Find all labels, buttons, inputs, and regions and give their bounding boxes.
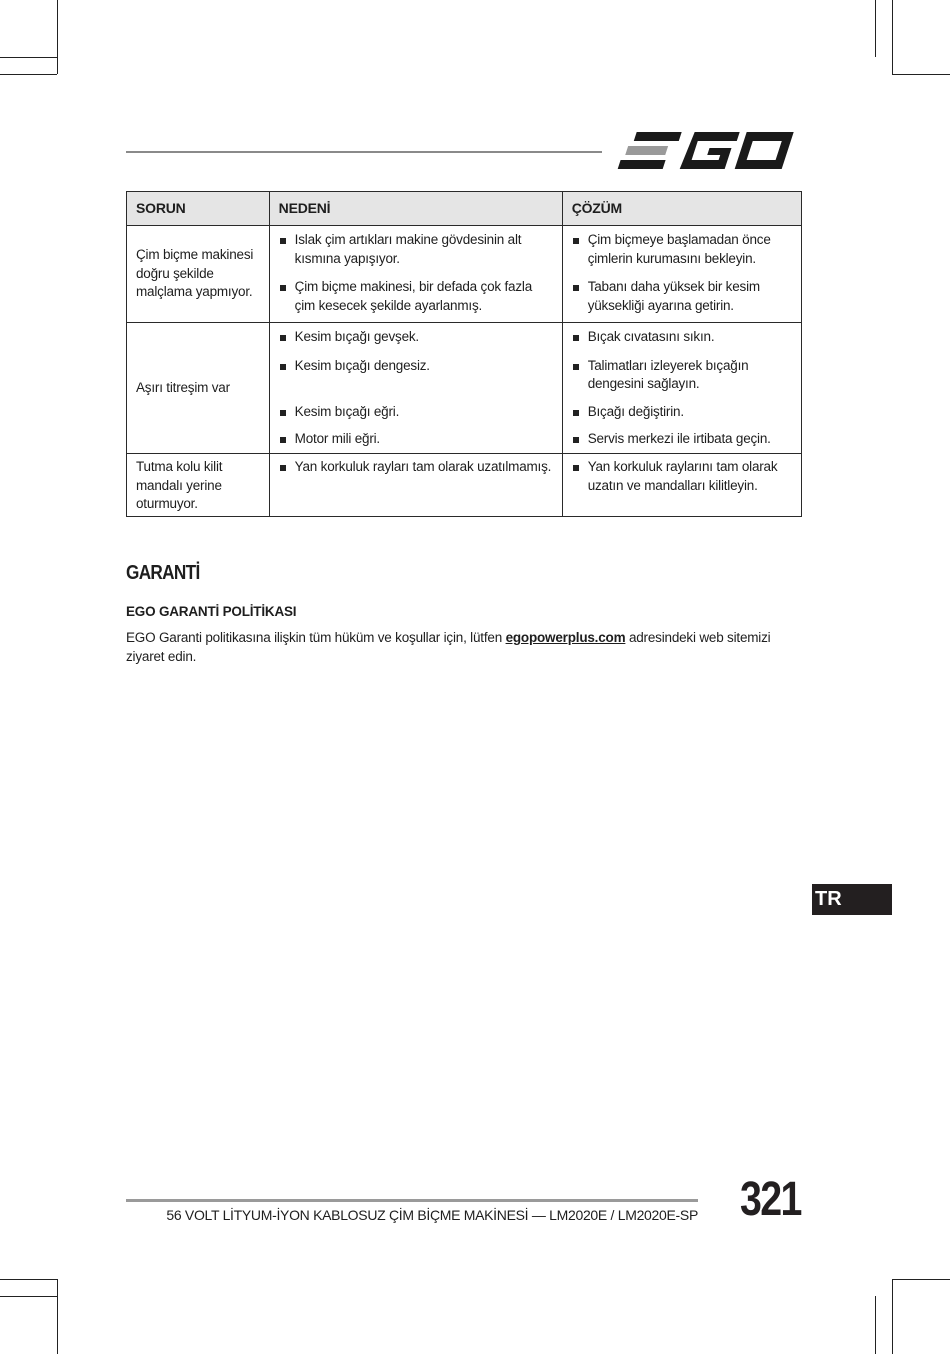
solution-item: Bıçağı değiştirin. <box>573 403 793 422</box>
footer-title: 56 VOLT LİTYUM-İYON KABLOSUZ ÇİM BİÇME MAKİNESİ — LM2020E / LM2020E-SP <box>166 1207 698 1223</box>
solution-item: Bıçak cıvatasını sıkın. <box>573 328 793 347</box>
solution-item: Çim biçmeye başlamadan önce çimlerin kurumasını bekleyin. <box>573 231 793 268</box>
solution-cell <box>562 454 801 517</box>
crop-mark <box>0 74 57 75</box>
page-number: 321 <box>740 1173 801 1226</box>
solution-item: Yan korkuluk raylarını tam olarak uzatın ve mandalları kilitleyin. <box>573 458 793 495</box>
cause-item: Yan korkuluk rayları tam olarak uzatılmamış. <box>280 458 554 477</box>
warranty-heading: GARANTİ <box>126 562 200 584</box>
crop-mark <box>892 0 893 74</box>
problem-cell <box>127 454 270 517</box>
troubleshooting-table <box>126 191 802 517</box>
solution-item: Tabanı daha yüksek bir kesim yüksekliği ayarına getirin. <box>573 278 793 315</box>
cause-item: Motor mili eğri. <box>280 430 554 449</box>
crop-mark <box>0 1296 57 1297</box>
crop-mark <box>57 1279 58 1354</box>
solution-cell <box>562 226 801 323</box>
warranty-text-after: adresindeki web sitemizi ziyaret edin. <box>126 630 771 664</box>
solution-item: Talimatları izleyerek bıçağın dengesini sağlayın. <box>573 357 793 394</box>
problem-text: Aşırı titreşim var <box>136 379 230 395</box>
table-row <box>127 226 802 323</box>
warranty-text-before: EGO Garanti politikasına ilişkin tüm hüküm ve koşullar için, lütfen <box>126 630 506 645</box>
solution-cell <box>562 323 801 454</box>
header-cozum: ÇÖZÜM <box>562 192 801 226</box>
table-header-row <box>127 192 802 226</box>
cause-item: Kesim bıçağı dengesiz. <box>280 357 554 394</box>
header-rule <box>126 151 602 153</box>
header-sorun: SORUN <box>127 192 270 226</box>
cause-item: Kesim bıçağı gevşek. <box>280 328 554 347</box>
crop-mark <box>57 0 58 74</box>
cause-cell <box>269 454 562 517</box>
footer-rule <box>126 1199 698 1202</box>
cause-cell <box>269 323 562 454</box>
table-row <box>127 454 802 517</box>
language-tab: TR <box>812 884 892 915</box>
cause-item: Islak çim artıkları makine gövdesinin alt kısmına yapışıyor. <box>280 231 554 268</box>
warranty-text <box>126 628 798 666</box>
crop-mark <box>892 1279 893 1354</box>
table-row <box>127 323 802 454</box>
crop-mark <box>875 1296 876 1354</box>
solution-item: Servis merkezi ile irtibata geçin. <box>573 430 793 449</box>
crop-mark <box>892 74 950 75</box>
problem-text: Çim biçme makinesi doğru şekilde malçlama yapmıyor. <box>136 247 254 300</box>
crop-mark <box>875 0 876 57</box>
warranty-policy-heading: EGO GARANTİ POLİTİKASI <box>126 604 297 619</box>
crop-mark <box>892 1279 950 1280</box>
problem-cell <box>127 226 270 323</box>
cause-cell <box>269 226 562 323</box>
cause-item: Çim biçme makinesi, bir defada çok fazla çim kesecek şekilde ayarlanmış. <box>280 278 554 315</box>
crop-mark <box>0 57 57 58</box>
crop-mark <box>0 1279 57 1280</box>
ego-logo <box>616 128 800 174</box>
problem-text: Tutma kolu kilit mandalı yerine oturmuyor. <box>136 459 223 511</box>
cause-item: Kesim bıçağı eğri. <box>280 403 554 422</box>
header-nedeni: NEDENİ <box>269 192 562 226</box>
problem-cell <box>127 323 270 454</box>
website-link[interactable]: egopowerplus.com <box>505 630 626 645</box>
